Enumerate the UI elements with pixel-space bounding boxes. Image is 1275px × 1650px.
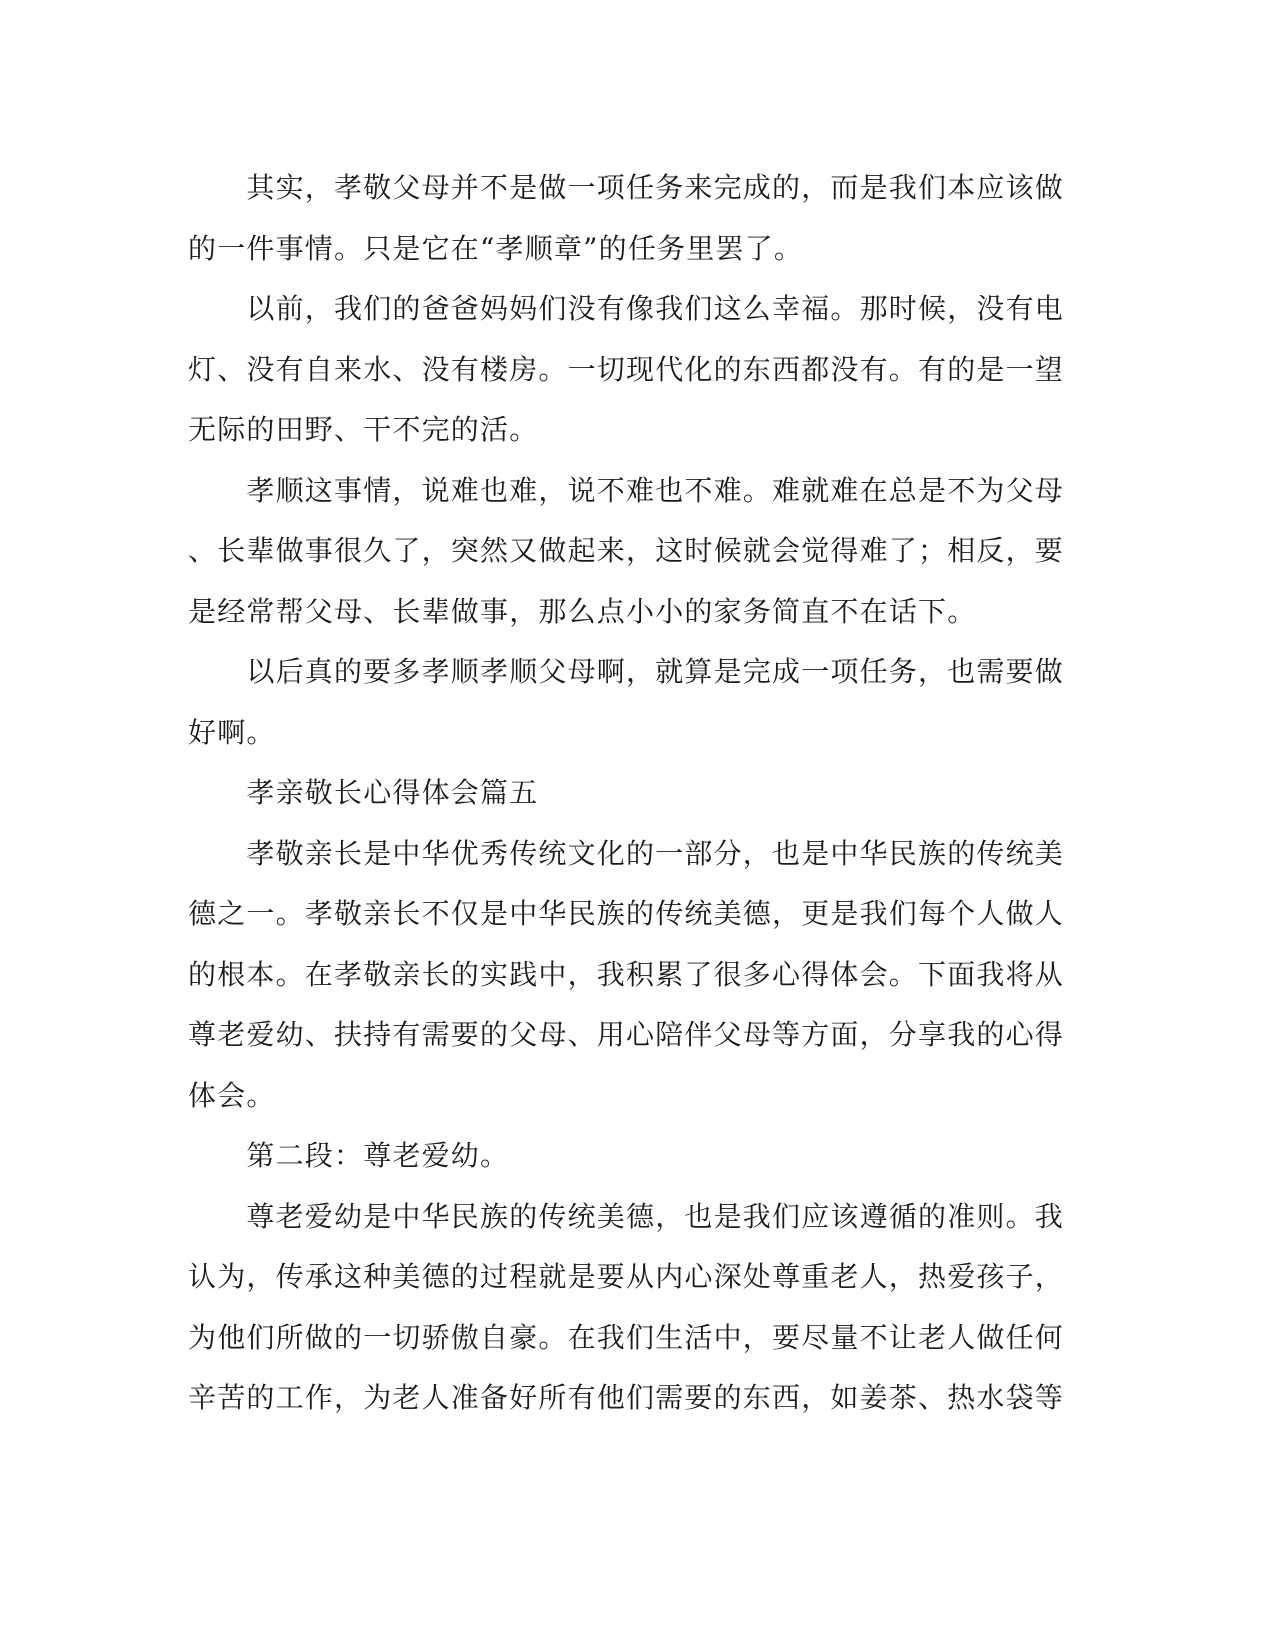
- section-heading: 孝亲敬长心得体会篇五: [188, 776, 539, 809]
- subsection-heading: 第二段：尊老爱幼。: [188, 1139, 510, 1172]
- paragraph-future-resolve: 以后真的要多孝顺孝顺父母啊，就算是完成一项任务，也需要做 好啊。: [188, 655, 1065, 749]
- paragraph-respect-elders: 尊老爱幼是中华民族的传统美德，也是我们应该遵循的准则。我 认为，传承这种美德的过程就是要从内心深处尊重老人，热爱孩子， 为他们所做的一切骄傲自豪。在我们生活中，要尽量不让老人做任何 辛苦的工作，为老人准备好所有他们需要的东西，如姜茶、热水袋等: [188, 1199, 1065, 1414]
- paragraph-filial-difficulty: 孝顺这事情，说难也难，说不难也不难。难就难在总是不为父母 、长辈做事很久了，突然又做起来，这时候就会觉得难了；相反，要 是经常帮父母、长辈做事，那么点小小的家务简直不在话下。: [188, 473, 1065, 628]
- body-text: [188, 158, 1068, 1429]
- paragraph-introduction: 孝敬亲长是中华优秀传统文化的一部分，也是中华民族的传统美 德之一。孝敬亲长不仅是中华民族的传统美德，更是我们每个人做人 的根本。在孝敬亲长的实践中，我积累了很多心得体会。下面我将从 尊老爱幼、扶持有需要的父母、用心陪伴父母等方面，分享我的心得 体会。: [188, 836, 1065, 1112]
- paragraph-filial-duty: 其实，孝敬父母并不是做一项任务来完成的，而是我们本应该做 的一件事情。只是它在“孝顺章”的任务里罢了。: [188, 171, 1065, 265]
- paragraph-parents-past: 以前，我们的爸爸妈妈们没有像我们这么幸福。那时候，没有电 灯、没有自来水、没有楼房。一切现代化的东西都没有。有的是一望 无际的田野、干不完的活。: [188, 292, 1065, 446]
